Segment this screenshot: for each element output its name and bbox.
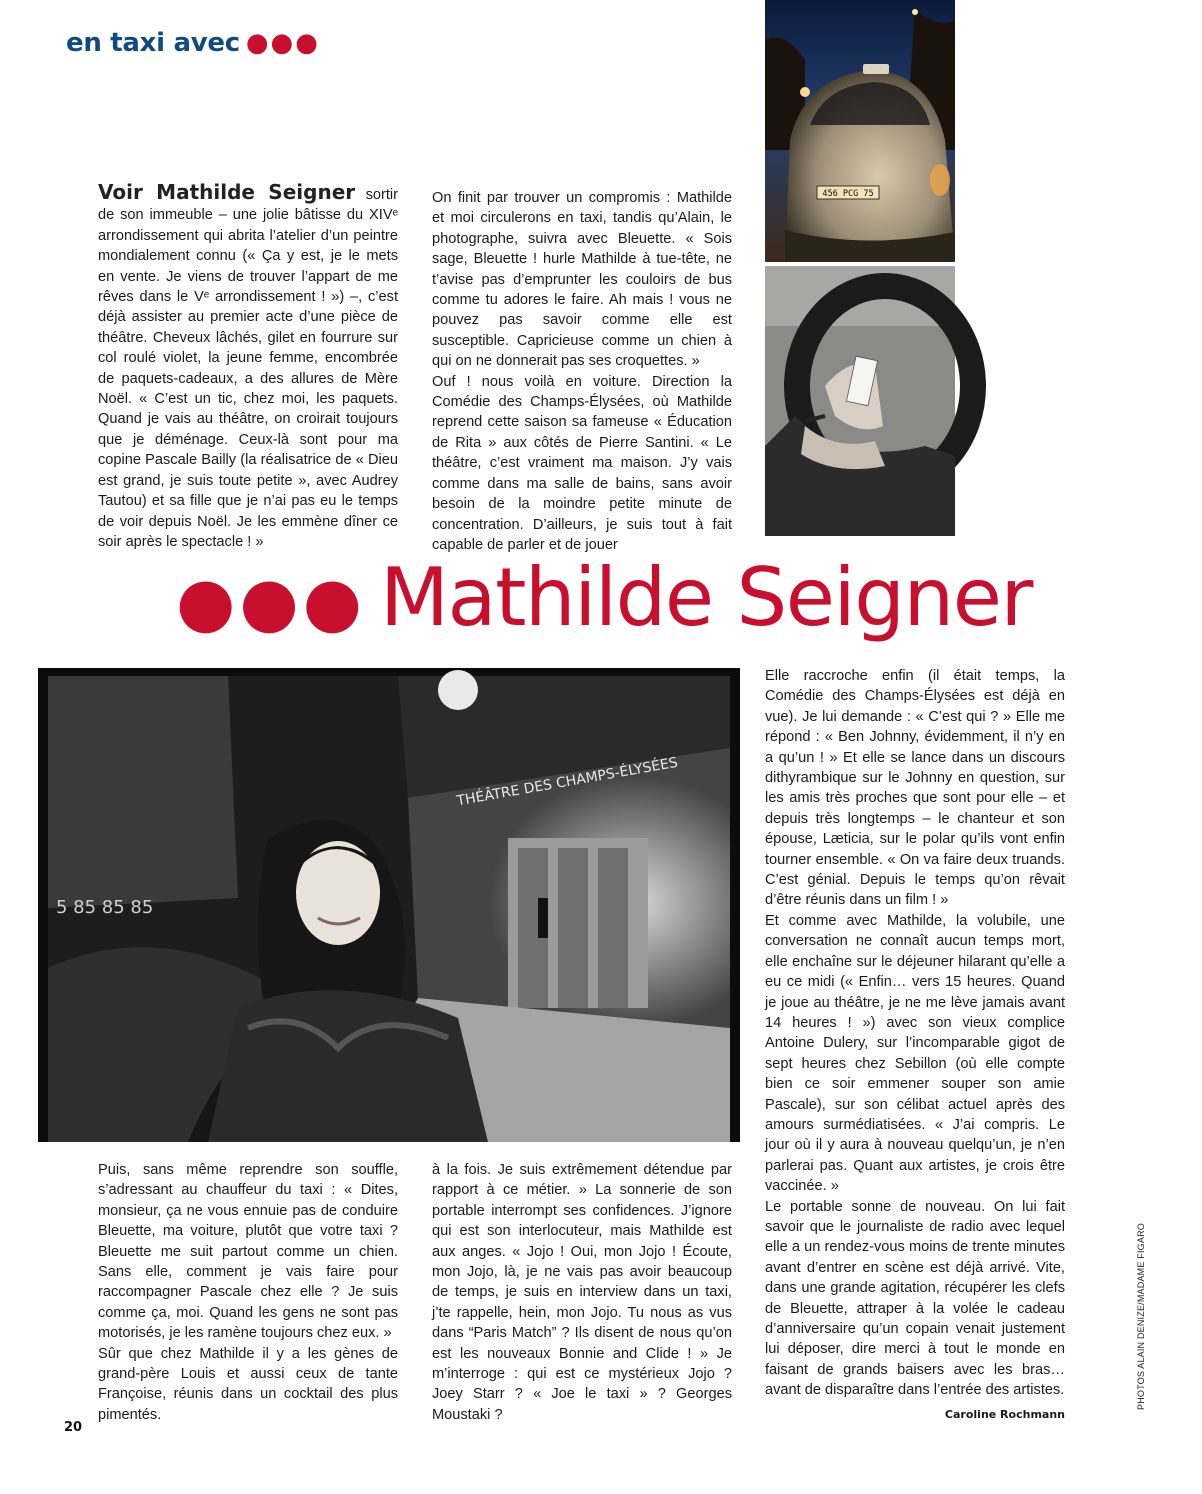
column-1-text: sortir de son immeuble – une jolie bâtisse du XIVᵉ arrondissement qui abrita l’atelier d’un peintre mondialement connu (« Ça y est, je le mets en vente. Je viens de trouver l’appart de me rêves dans le Vᵉ arrondissement ! ») –, c’est déjà assister au premier acte d’une pièce de théâtre. Cheveux lâchés, gilet en fourrure sur col roulé violet, la jeune femme, encombrée de paquets-cadeaux, a des allures de Mère Noël. « C’est un tic, chez moi, les paquets. Quand je vais au théâtre, on croirait toujours que je déménage. Ceux-là sont pour ma copine Pascale Bailly (la réalisatrice de « Dieu est grand, je suis toute petite », avec Audrey Tautou) et sa fille que je n’ai pas eu le temps de voir depuis Noël. Je les emmène dîner ce soir après le spectacle ! » [98,187,398,550]
taxi-night-photo [765,0,955,262]
column-5-paragraph-1: à la fois. Je suis extrêmement détendue par rapport à ce métier. » La sonnerie de son portable interrompt ses confidences. J’ignore qui est son interlocuteur, mais Mathilde est aux anges. « Jojo ! Oui, mon Jojo ! Écoute, mon Jojo, là, je ne vais pas avoir beaucoup de temps, je suis en interview dans un taxi, j’te rappelle, hein, mon Jojo. Tu nous as vus dans “Paris Match” ? Ils disent de nous qu’on est les nouveaux Bonnie and Clide ! » Je m’interroge : qui est ce mystérieux Jojo ? Joey Starr ? « Joe le taxi » ? Georges Moustaki ? [432,1162,732,1423]
taxi-plate-text: 456 PCG 75 [822,189,874,199]
headline-title: Mathilde Seigner [380,551,1032,644]
rubric-text: en taxi avec [66,28,240,58]
section-rubric [66,28,320,58]
steering-wheel-photo [765,266,955,536]
rubric-dots: ●●● [245,28,320,58]
author-signature: Caroline Rochmann [944,1407,1065,1421]
column-3-paragraph-3: Le portable sonne de nouveau. On lui fait savoir que le journaliste de radio avec lequel elle a un rendez-vous moins de trente minutes avant d’entrer en scène est déjà arrivé. Vite, dans une grande agitation, récupérer les clefs de Bleuette, attraper à la volée le cadeau d’anniversaire qu’un copain venait justement lui déposer, dire merci à tout le monde en faisant de grands baisers avec les bras… avant de disparaître dans l’entrée des artistes. [765,1198,1065,1399]
headline-dots: ●●● [176,563,367,642]
column-4-paragraph-1: Puis, sans même reprendre son souffle, s’adressant au chauffeur du taxi : « Dites, monsieur, ça ne vous ennuie pas de conduire Bleuette, ma voiture, plutôt que votre taxi ? Bleuette me suit partout comme un chien. Sans elle, comment je vais faire pour raccompagner Pascale chez elle ? Je suis comme ça, moi. Quand les gens ne sont pas motorisés, je les ramène toujours chez eux. » [98,1162,398,1342]
column-2-paragraph-2: Ouf ! nous voilà en voiture. Direction la Comédie des Champs-Élysées, où Mathilde reprend cette saison sa fameuse « Éducation de Rita » aux côtés de Pierre Santini. « Le théâtre, c’est vraiment ma maison. J’y vais comme dans ma salle de bains, sans avoir besoin de la moindre petite minute de concentration. D’ailleurs, je suis tout à fait capable de parler et de jouer [432,373,732,553]
column-4-paragraph-2: Sûr que chez Mathilde il y a les gènes de grand-père Louis et aussi ceux de tante Françoise, réunis dans un cocktail des plus pimentés. [98,1345,398,1423]
article-column-2 [432,188,732,553]
article-column-5 [432,1160,732,1425]
headline [176,548,1076,653]
column-3-paragraph-2: Et comme avec Mathilde, la volubile, une conversation ne connaît aucun temps mort, elle enchaîne sur le déjeuner hilarant qu’elle a eu ce midi (« Enfin… vers 15 heures. Quand je joue au théâtre, je ne me lève jamais avant 14 heures ! ») avec son vieux complice Antoine Dulery, sur l’incomparable gigot de sept heures chez Sebillon (où elle compte bien ce soir emmener souper son amie Pascale), sur son célibat actuel après des amours surmédiatisées. « J’ai compris. Le jour où il y aura à nouveau quelqu’un, je n’en parlerai pas. Quant aux artistes, je crois être vaccinée. » [765,912,1065,1195]
taxi-side-number: 5 85 85 85 [56,897,154,918]
column-2-paragraph-1: On finit par trouver un compromis : Mathilde et moi circulerons en taxi, tandis qu’Alain, le photographe, suivra avec Bleuette. « Sois sage, Bleuette ! hurle Mathilde à tue-tête, ne t’avise pas d’emprunter les couloirs de bus comme tu adores le faire. Ah mais ! vous ne pouvez pas savoir comme elle est susceptible. Capricieuse comme un chien à qui on ne donnerait pas ses croquettes. » [432,190,732,370]
lead-name: Voir Mathilde Seigner [98,180,356,204]
article-column-4 [98,1160,398,1425]
page-number: 20 [64,1420,83,1435]
photo-credit: PHOTOS ALAIN DENIZE/MADAME FIGARO [1136,1223,1146,1410]
portrait-photo [38,668,740,1142]
theatre-sign-text: THÉÂTRE DES CHAMPS-ÉLYSÉES [455,754,680,810]
article-column-1 [98,182,398,552]
article-column-3 [765,666,1065,1425]
column-3-paragraph-1: Elle raccroche enfin (il était temps, la Comédie des Champs-Élysées est déjà en vue). Je lui demande : « C’est qui ? » Elle me répond : « Ben Johnny, évidemment, il n’y en a qu’un ! » Et elle se lance dans un discours dithyrambique sur le Johnny en question, sur les amis très proches que sont pour elle – et depuis très longtemps – le chanteur et son épouse, Læticia, sur le polar qu’ils vont enfin tourner ensemble. « On va faire deux truands. C’est génial. Depuis le temps qu’on rêvait d’être réunis dans un film ! » [765,668,1065,909]
